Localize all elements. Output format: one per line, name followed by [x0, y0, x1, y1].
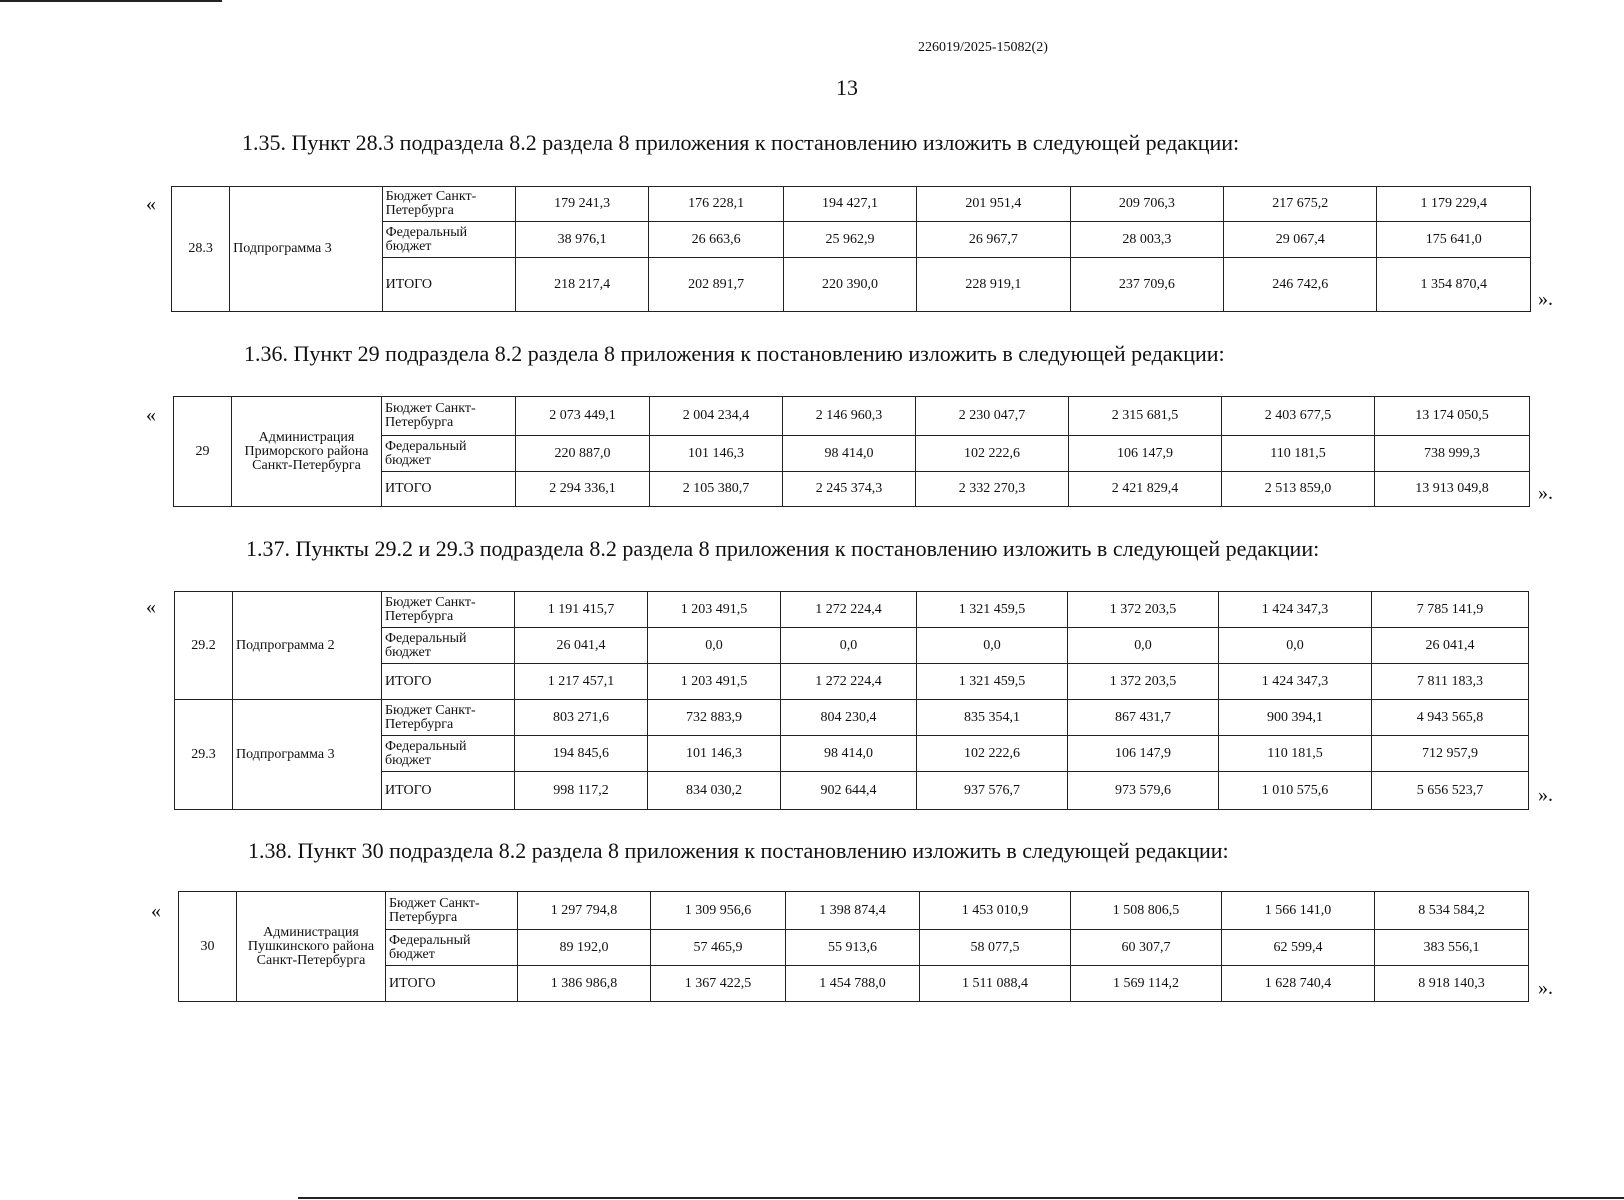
value-cell: 2 245 374,3: [783, 472, 916, 507]
value-cell: 0,0: [1219, 628, 1372, 664]
value-cell: 2 513 859,0: [1222, 472, 1375, 507]
value-cell: 867 431,7: [1068, 700, 1219, 736]
top-edge-line: [0, 0, 222, 2]
value-cell: 194 845,6: [515, 736, 648, 772]
funding-source-cell: Бюджет Санкт-Петербурга: [386, 892, 518, 930]
bottom-edge-line: [298, 1197, 1624, 1199]
value-cell: 218 217,4: [515, 258, 648, 312]
value-cell: 220 887,0: [516, 436, 650, 472]
funding-source-cell: Федеральный бюджет: [382, 628, 515, 664]
paragraph-1-35: 1.35. Пункт 28.3 подраздела 8.2 раздела 8 приложения к постановлению изложить в следующей редакции:: [242, 130, 1240, 155]
total-value-cell: 7 785 141,9: [1372, 592, 1529, 628]
value-cell: 62 599,4: [1222, 930, 1375, 966]
value-cell: 973 579,6: [1068, 772, 1219, 810]
value-cell: 110 181,5: [1222, 436, 1375, 472]
value-cell: 0,0: [1068, 628, 1219, 664]
funding-source-cell: Федеральный бюджет: [382, 222, 515, 258]
funding-source-cell: Федеральный бюджет: [386, 930, 518, 966]
value-cell: 98 414,0: [783, 436, 916, 472]
value-cell: 2 073 449,1: [516, 397, 650, 436]
table-row: [179, 892, 1529, 930]
value-cell: 1 272 224,4: [781, 592, 917, 628]
value-cell: 29 067,4: [1224, 222, 1377, 258]
table-row: [175, 592, 1529, 628]
quote-open: «: [151, 900, 161, 922]
value-cell: 217 675,2: [1224, 187, 1377, 222]
value-cell: 937 576,7: [917, 772, 1068, 810]
value-cell: 202 891,7: [649, 258, 783, 312]
value-cell: 57 465,9: [651, 930, 786, 966]
value-cell: 98 414,0: [781, 736, 917, 772]
value-cell: 902 644,4: [781, 772, 917, 810]
funding-source-cell: Федеральный бюджет: [382, 736, 515, 772]
value-cell: 220 390,0: [783, 258, 916, 312]
value-cell: 101 146,3: [650, 436, 783, 472]
total-value-cell: 175 641,0: [1377, 222, 1531, 258]
value-cell: 0,0: [917, 628, 1068, 664]
value-cell: 1 297 794,8: [518, 892, 651, 930]
value-cell: 1 508 806,5: [1071, 892, 1222, 930]
value-cell: 246 742,6: [1224, 258, 1377, 312]
value-cell: 201 951,4: [917, 187, 1070, 222]
value-cell: 1 217 457,1: [515, 664, 648, 700]
total-value-cell: 383 556,1: [1375, 930, 1529, 966]
item-code-cell: 28.3: [172, 187, 230, 312]
quote-open: «: [146, 193, 156, 215]
total-value-cell: 4 943 565,8: [1372, 700, 1529, 736]
value-cell: 1 367 422,5: [651, 966, 786, 1002]
table-body: [174, 397, 1530, 507]
paragraph-1-36: 1.36. Пункт 29 подраздела 8.2 раздела 8 приложения к постановлению изложить в следующей редакции:: [244, 341, 1225, 366]
page-number: 13: [836, 75, 858, 100]
value-cell: 89 192,0: [518, 930, 651, 966]
budget-table: [178, 891, 1529, 1002]
funding-source-cell: Бюджет Санкт-Петербурга: [382, 700, 515, 736]
item-name-cell: Подпрограмма 3: [230, 187, 382, 312]
item-code-cell: 29: [174, 397, 232, 507]
item-name-cell: Администрация Приморского района Санкт-Петербурга: [232, 397, 382, 507]
quote-close: ».: [1538, 482, 1553, 504]
total-value-cell: 26 041,4: [1372, 628, 1529, 664]
table-body: [179, 892, 1529, 1002]
total-value-cell: 13 913 049,8: [1375, 472, 1530, 507]
funding-source-cell: ИТОГО: [382, 258, 515, 312]
item-code-cell: 29.3: [175, 700, 233, 810]
paragraph-1-37: 1.37. Пункты 29.2 и 29.3 подраздела 8.2 раздела 8 приложения к постановлению изложить в следующей редакции:: [246, 536, 1320, 561]
total-value-cell: 5 656 523,7: [1372, 772, 1529, 810]
total-value-cell: 1 354 870,4: [1377, 258, 1531, 312]
value-cell: 101 146,3: [648, 736, 781, 772]
value-cell: 228 919,1: [917, 258, 1070, 312]
quote-close: ».: [1538, 977, 1553, 999]
budget-table: [173, 396, 1530, 507]
value-cell: 1 628 740,4: [1222, 966, 1375, 1002]
value-cell: 28 003,3: [1070, 222, 1223, 258]
value-cell: 26 041,4: [515, 628, 648, 664]
value-cell: 25 962,9: [783, 222, 916, 258]
funding-source-cell: ИТОГО: [382, 664, 515, 700]
item-name-cell: Администрация Пушкинского района Санкт-Петербурга: [237, 892, 386, 1002]
funding-source-cell: Бюджет Санкт-Петербурга: [382, 592, 515, 628]
table-row: [174, 397, 1530, 436]
total-value-cell: 1 179 229,4: [1377, 187, 1531, 222]
value-cell: 102 222,6: [917, 736, 1068, 772]
quote-open: «: [146, 596, 156, 618]
value-cell: 2 004 234,4: [650, 397, 783, 436]
value-cell: 2 146 960,3: [783, 397, 916, 436]
value-cell: 835 354,1: [917, 700, 1068, 736]
value-cell: 900 394,1: [1219, 700, 1372, 736]
value-cell: 55 913,6: [786, 930, 920, 966]
table-row: [172, 187, 1531, 222]
value-cell: 106 147,9: [1068, 736, 1219, 772]
funding-source-cell: ИТОГО: [382, 772, 515, 810]
value-cell: 209 706,3: [1070, 187, 1223, 222]
total-value-cell: 738 999,3: [1375, 436, 1530, 472]
value-cell: 26 663,6: [649, 222, 783, 258]
value-cell: 834 030,2: [648, 772, 781, 810]
value-cell: 1 372 203,5: [1068, 592, 1219, 628]
value-cell: 1 424 347,3: [1219, 592, 1372, 628]
value-cell: 1 454 788,0: [786, 966, 920, 1002]
total-value-cell: 8 918 140,3: [1375, 966, 1529, 1002]
total-value-cell: 13 174 050,5: [1375, 397, 1530, 436]
value-cell: 1 272 224,4: [781, 664, 917, 700]
value-cell: 60 307,7: [1071, 930, 1222, 966]
paragraph-1-38: 1.38. Пункт 30 подраздела 8.2 раздела 8 приложения к постановлению изложить в следующей редакции:: [248, 838, 1229, 863]
value-cell: 237 709,6: [1070, 258, 1223, 312]
total-value-cell: 7 811 183,3: [1372, 664, 1529, 700]
budget-table: [174, 591, 1529, 810]
table-body: [172, 187, 1531, 312]
value-cell: 179 241,3: [515, 187, 648, 222]
funding-source-cell: Бюджет Санкт-Петербурга: [382, 187, 515, 222]
item-name-cell: Подпрограмма 2: [233, 592, 382, 700]
value-cell: 1 203 491,5: [648, 664, 781, 700]
budget-table: [171, 186, 1531, 312]
quote-open: «: [146, 404, 156, 426]
value-cell: 998 117,2: [515, 772, 648, 810]
total-value-cell: 8 534 584,2: [1375, 892, 1529, 930]
value-cell: 0,0: [648, 628, 781, 664]
value-cell: 732 883,9: [648, 700, 781, 736]
value-cell: 58 077,5: [920, 930, 1071, 966]
value-cell: 1 569 114,2: [1071, 966, 1222, 1002]
value-cell: 1 309 956,6: [651, 892, 786, 930]
funding-source-cell: Бюджет Санкт-Петербурга: [382, 397, 516, 436]
value-cell: 1 372 203,5: [1068, 664, 1219, 700]
value-cell: 1 191 415,7: [515, 592, 648, 628]
value-cell: 2 332 270,3: [916, 472, 1069, 507]
value-cell: 2 403 677,5: [1222, 397, 1375, 436]
quote-close: ».: [1538, 784, 1553, 806]
item-code-cell: 29.2: [175, 592, 233, 700]
value-cell: 1 203 491,5: [648, 592, 781, 628]
document-number: 226019/2025-15082(2): [918, 40, 1048, 55]
value-cell: 2 105 380,7: [650, 472, 783, 507]
value-cell: 0,0: [781, 628, 917, 664]
value-cell: 804 230,4: [781, 700, 917, 736]
value-cell: 1 321 459,5: [917, 664, 1068, 700]
value-cell: 26 967,7: [917, 222, 1070, 258]
value-cell: 2 294 336,1: [516, 472, 650, 507]
value-cell: 102 222,6: [916, 436, 1069, 472]
value-cell: 1 010 575,6: [1219, 772, 1372, 810]
value-cell: 194 427,1: [783, 187, 916, 222]
value-cell: 106 147,9: [1069, 436, 1222, 472]
total-value-cell: 712 957,9: [1372, 736, 1529, 772]
value-cell: 1 398 874,4: [786, 892, 920, 930]
value-cell: 110 181,5: [1219, 736, 1372, 772]
value-cell: 176 228,1: [649, 187, 783, 222]
funding-source-cell: ИТОГО: [386, 966, 518, 1002]
value-cell: 2 421 829,4: [1069, 472, 1222, 507]
quote-close: ».: [1538, 288, 1553, 310]
value-cell: 1 453 010,9: [920, 892, 1071, 930]
value-cell: 38 976,1: [515, 222, 648, 258]
value-cell: 1 424 347,3: [1219, 664, 1372, 700]
table-row: [175, 700, 1529, 736]
funding-source-cell: Федеральный бюджет: [382, 436, 516, 472]
item-name-cell: Подпрограмма 3: [233, 700, 382, 810]
value-cell: 1 511 088,4: [920, 966, 1071, 1002]
value-cell: 2 315 681,5: [1069, 397, 1222, 436]
value-cell: 1 321 459,5: [917, 592, 1068, 628]
funding-source-cell: ИТОГО: [382, 472, 516, 507]
value-cell: 803 271,6: [515, 700, 648, 736]
value-cell: 1 386 986,8: [518, 966, 651, 1002]
value-cell: 1 566 141,0: [1222, 892, 1375, 930]
table-body: [175, 592, 1529, 810]
value-cell: 2 230 047,7: [916, 397, 1069, 436]
item-code-cell: 30: [179, 892, 237, 1002]
